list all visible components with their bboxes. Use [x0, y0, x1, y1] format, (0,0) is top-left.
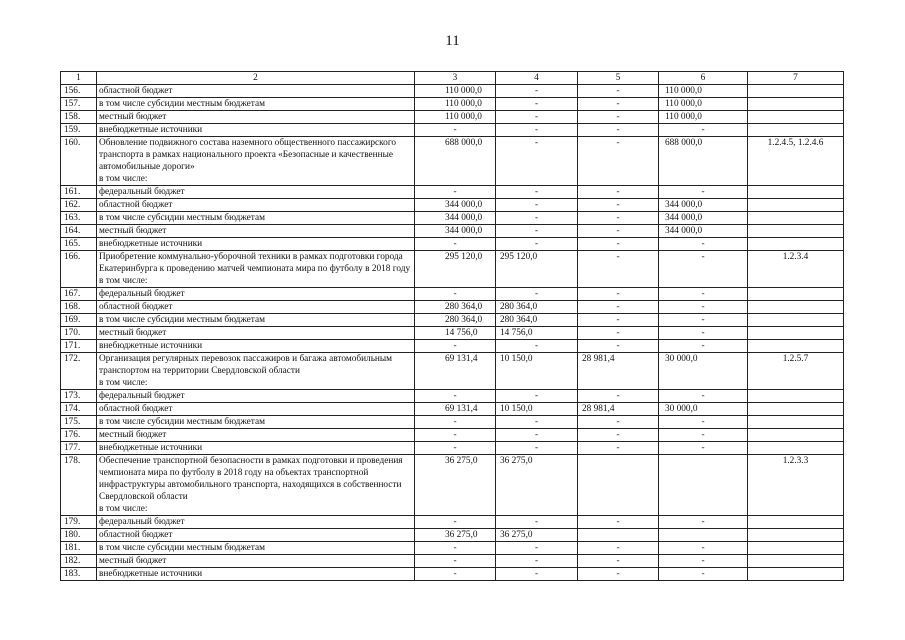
row-number-cell: 171. [61, 340, 97, 353]
description-cell: федеральный бюджет [97, 390, 415, 403]
amount-cell: - [659, 327, 748, 340]
reference-cell [748, 199, 844, 212]
row-number-cell: 173. [61, 390, 97, 403]
table-row [61, 111, 844, 124]
table-row [61, 124, 844, 137]
row-number-cell: 183. [61, 568, 97, 581]
amount-cell: - [415, 288, 496, 301]
amount-cell: 295 120,0 [415, 251, 496, 288]
description-cell: Обновление подвижного состава наземного общественного пассажирского транспорта в рамках национального проекта «Безопасные и качественные автомобильные дороги» в том числе: [97, 137, 415, 186]
reference-cell [748, 340, 844, 353]
row-number-cell: 174. [61, 403, 97, 416]
amount-cell: - [415, 442, 496, 455]
table-row [61, 288, 844, 301]
amount-cell: 280 364,0 [496, 314, 578, 327]
table-row [61, 251, 844, 288]
description-cell: в том числе субсидии местным бюджетам [97, 314, 415, 327]
amount-cell: 280 364,0 [415, 301, 496, 314]
amount-cell: - [659, 568, 748, 581]
amount-cell: - [578, 251, 659, 288]
reference-cell [748, 327, 844, 340]
amount-cell: 280 364,0 [496, 301, 578, 314]
amount-cell [578, 529, 659, 542]
table-row [61, 390, 844, 403]
table-header-row [61, 72, 844, 85]
amount-cell: - [659, 416, 748, 429]
row-number-cell: 156. [61, 85, 97, 98]
description-cell: Организация регулярных перевозок пассажиров и багажа автомобильным транспортом на территории Свердловской области в том числе: [97, 353, 415, 390]
amount-cell: - [578, 416, 659, 429]
reference-cell [748, 516, 844, 529]
amount-cell: - [496, 225, 578, 238]
amount-cell: - [659, 238, 748, 251]
amount-cell: - [578, 555, 659, 568]
amount-cell: - [496, 390, 578, 403]
amount-cell: 10 150,0 [496, 353, 578, 390]
amount-cell: 110 000,0 [659, 98, 748, 111]
amount-cell: - [578, 85, 659, 98]
amount-cell: - [415, 542, 496, 555]
row-number-cell: 158. [61, 111, 97, 124]
amount-cell: - [659, 124, 748, 137]
reference-cell: 1.2.5.7 [748, 353, 844, 390]
amount-cell: 28 981,4 [578, 403, 659, 416]
description-cell: местный бюджет [97, 327, 415, 340]
amount-cell: - [659, 442, 748, 455]
table-row [61, 225, 844, 238]
table-row [61, 403, 844, 416]
amount-cell: 280 364,0 [415, 314, 496, 327]
amount-cell: 36 275,0 [415, 529, 496, 542]
description-cell: местный бюджет [97, 225, 415, 238]
amount-cell: - [496, 111, 578, 124]
amount-cell: - [496, 429, 578, 442]
reference-cell [748, 225, 844, 238]
amount-cell: - [578, 314, 659, 327]
amount-cell: - [578, 429, 659, 442]
description-cell: областной бюджет [97, 403, 415, 416]
amount-cell: - [578, 327, 659, 340]
description-cell: федеральный бюджет [97, 288, 415, 301]
row-number-cell: 159. [61, 124, 97, 137]
amount-cell: - [659, 516, 748, 529]
table-row [61, 327, 844, 340]
description-cell: Приобретение коммунально-уборочной техники в рамках подготовки города Екатеринбурга к проведению матчей чемпионата мира по футболу в 2018 году в том числе: [97, 251, 415, 288]
amount-cell: - [659, 251, 748, 288]
amount-cell: - [578, 212, 659, 225]
reference-cell [748, 186, 844, 199]
table-row [61, 314, 844, 327]
description-cell: внебюджетные источники [97, 340, 415, 353]
row-number-cell: 160. [61, 137, 97, 186]
column-header: 7 [748, 72, 844, 85]
reference-cell [748, 542, 844, 555]
amount-cell: 69 131,4 [415, 403, 496, 416]
description-cell: местный бюджет [97, 111, 415, 124]
row-number-cell: 180. [61, 529, 97, 542]
reference-cell [748, 98, 844, 111]
row-number-cell: 179. [61, 516, 97, 529]
amount-cell: 10 150,0 [496, 403, 578, 416]
amount-cell: 295 120,0 [496, 251, 578, 288]
amount-cell: - [659, 390, 748, 403]
row-number-cell: 166. [61, 251, 97, 288]
amount-cell: - [659, 301, 748, 314]
amount-cell: - [659, 542, 748, 555]
reference-cell [748, 85, 844, 98]
amount-cell: 110 000,0 [415, 98, 496, 111]
amount-cell: - [496, 186, 578, 199]
reference-cell [748, 429, 844, 442]
reference-cell [748, 124, 844, 137]
amount-cell [578, 455, 659, 516]
row-number-cell: 175. [61, 416, 97, 429]
table-row [61, 340, 844, 353]
amount-cell [659, 529, 748, 542]
reference-cell [748, 288, 844, 301]
reference-cell [748, 238, 844, 251]
amount-cell: - [659, 429, 748, 442]
amount-cell: - [415, 124, 496, 137]
description-cell: внебюджетные источники [97, 442, 415, 455]
row-number-cell: 164. [61, 225, 97, 238]
amount-cell: 110 000,0 [659, 85, 748, 98]
amount-cell: 344 000,0 [659, 199, 748, 212]
row-number-cell: 176. [61, 429, 97, 442]
amount-cell: - [578, 225, 659, 238]
amount-cell: 344 000,0 [415, 225, 496, 238]
table-row [61, 442, 844, 455]
amount-cell: 344 000,0 [415, 199, 496, 212]
description-cell: федеральный бюджет [97, 186, 415, 199]
reference-cell: 1.2.3.4 [748, 251, 844, 288]
amount-cell: - [659, 186, 748, 199]
amount-cell: - [578, 124, 659, 137]
amount-cell: - [496, 542, 578, 555]
row-number-cell: 178. [61, 455, 97, 516]
amount-cell: - [415, 516, 496, 529]
amount-cell: 36 275,0 [415, 455, 496, 516]
amount-cell: - [496, 555, 578, 568]
amount-cell: - [415, 340, 496, 353]
amount-cell: - [496, 288, 578, 301]
row-number-cell: 163. [61, 212, 97, 225]
description-cell: областной бюджет [97, 199, 415, 212]
amount-cell: 688 000,0 [415, 137, 496, 186]
amount-cell: - [496, 238, 578, 251]
column-header: 4 [496, 72, 578, 85]
column-header: 2 [97, 72, 415, 85]
table-row [61, 516, 844, 529]
table-row [61, 529, 844, 542]
row-number-cell: 168. [61, 301, 97, 314]
amount-cell: - [578, 238, 659, 251]
row-number-cell: 167. [61, 288, 97, 301]
description-cell: внебюджетные источники [97, 124, 415, 137]
table-row [61, 301, 844, 314]
amount-cell: - [415, 555, 496, 568]
table-row [61, 186, 844, 199]
table-row [61, 542, 844, 555]
budget-table [60, 71, 844, 581]
amount-cell: - [578, 568, 659, 581]
column-header: 6 [659, 72, 748, 85]
reference-cell [748, 416, 844, 429]
reference-cell [748, 555, 844, 568]
amount-cell: 30 000,0 [659, 353, 748, 390]
amount-cell: - [415, 568, 496, 581]
amount-cell: - [496, 124, 578, 137]
amount-cell: 14 756,0 [496, 327, 578, 340]
row-number-cell: 182. [61, 555, 97, 568]
amount-cell: - [659, 555, 748, 568]
table-row [61, 429, 844, 442]
amount-cell: - [415, 429, 496, 442]
reference-cell [748, 529, 844, 542]
table-row [61, 555, 844, 568]
reference-cell [748, 301, 844, 314]
amount-cell: - [496, 85, 578, 98]
amount-cell: - [496, 199, 578, 212]
description-cell: в том числе субсидии местным бюджетам [97, 416, 415, 429]
description-cell: областной бюджет [97, 301, 415, 314]
amount-cell: - [578, 137, 659, 186]
amount-cell: - [496, 137, 578, 186]
table-row [61, 353, 844, 390]
amount-cell: 69 131,4 [415, 353, 496, 390]
column-header: 3 [415, 72, 496, 85]
amount-cell: - [578, 442, 659, 455]
row-number-cell: 172. [61, 353, 97, 390]
amount-cell: - [496, 340, 578, 353]
row-number-cell: 162. [61, 199, 97, 212]
amount-cell: 14 756,0 [415, 327, 496, 340]
amount-cell: - [578, 288, 659, 301]
table-row [61, 98, 844, 111]
table-row [61, 85, 844, 98]
row-number-cell: 169. [61, 314, 97, 327]
amount-cell: - [578, 98, 659, 111]
amount-cell: - [578, 186, 659, 199]
table-body [61, 85, 844, 581]
amount-cell: - [578, 111, 659, 124]
amount-cell: - [578, 542, 659, 555]
amount-cell: 344 000,0 [415, 212, 496, 225]
column-header: 1 [61, 72, 97, 85]
amount-cell: - [578, 390, 659, 403]
amount-cell: - [415, 186, 496, 199]
amount-cell [659, 455, 748, 516]
amount-cell: - [578, 340, 659, 353]
reference-cell [748, 568, 844, 581]
description-cell: областной бюджет [97, 529, 415, 542]
amount-cell: 110 000,0 [415, 111, 496, 124]
table-row [61, 568, 844, 581]
description-cell: областной бюджет [97, 85, 415, 98]
reference-cell [748, 111, 844, 124]
table-row [61, 137, 844, 186]
amount-cell: 110 000,0 [659, 111, 748, 124]
amount-cell: - [415, 238, 496, 251]
reference-cell [748, 212, 844, 225]
amount-cell: - [659, 340, 748, 353]
description-cell: местный бюджет [97, 555, 415, 568]
table-row [61, 238, 844, 251]
reference-cell [748, 403, 844, 416]
description-cell: в том числе субсидии местным бюджетам [97, 212, 415, 225]
reference-cell [748, 442, 844, 455]
amount-cell: - [496, 516, 578, 529]
amount-cell: 688 000,0 [659, 137, 748, 186]
amount-cell: - [496, 442, 578, 455]
description-cell: внебюджетные источники [97, 568, 415, 581]
row-number-cell: 170. [61, 327, 97, 340]
table-row [61, 212, 844, 225]
table-row [61, 199, 844, 212]
table-row [61, 455, 844, 516]
amount-cell: 110 000,0 [415, 85, 496, 98]
amount-cell: 36 275,0 [496, 529, 578, 542]
reference-cell: 1.2.4.5, 1.2.4.6 [748, 137, 844, 186]
amount-cell: - [496, 568, 578, 581]
description-cell: Обеспечение транспортной безопасности в рамках подготовки и проведения чемпионата мира по футболу в 2018 году на объектах транспортной инфраструктуры автомобильного транспорта, находящихся в собственности Свердловской области в том числе: [97, 455, 415, 516]
amount-cell: - [659, 314, 748, 327]
amount-cell: 344 000,0 [659, 212, 748, 225]
amount-cell: 28 981,4 [578, 353, 659, 390]
row-number-cell: 157. [61, 98, 97, 111]
table-row [61, 416, 844, 429]
amount-cell: - [496, 212, 578, 225]
row-number-cell: 181. [61, 542, 97, 555]
description-cell: в том числе субсидии местным бюджетам [97, 98, 415, 111]
amount-cell: - [578, 199, 659, 212]
amount-cell: - [578, 301, 659, 314]
amount-cell: - [659, 288, 748, 301]
description-cell: местный бюджет [97, 429, 415, 442]
amount-cell: - [496, 416, 578, 429]
row-number-cell: 177. [61, 442, 97, 455]
amount-cell: - [578, 516, 659, 529]
amount-cell: - [415, 390, 496, 403]
amount-cell: - [496, 98, 578, 111]
description-cell: федеральный бюджет [97, 516, 415, 529]
row-number-cell: 161. [61, 186, 97, 199]
page-number: 11 [445, 33, 460, 49]
amount-cell: - [415, 416, 496, 429]
reference-cell: 1.2.3.3 [748, 455, 844, 516]
description-cell: в том числе субсидии местным бюджетам [97, 542, 415, 555]
reference-cell [748, 314, 844, 327]
reference-cell [748, 390, 844, 403]
description-cell: внебюджетные источники [97, 238, 415, 251]
column-header: 5 [578, 72, 659, 85]
row-number-cell: 165. [61, 238, 97, 251]
amount-cell: 36 275,0 [496, 455, 578, 516]
amount-cell: 344 000,0 [659, 225, 748, 238]
amount-cell: 30 000,0 [659, 403, 748, 416]
